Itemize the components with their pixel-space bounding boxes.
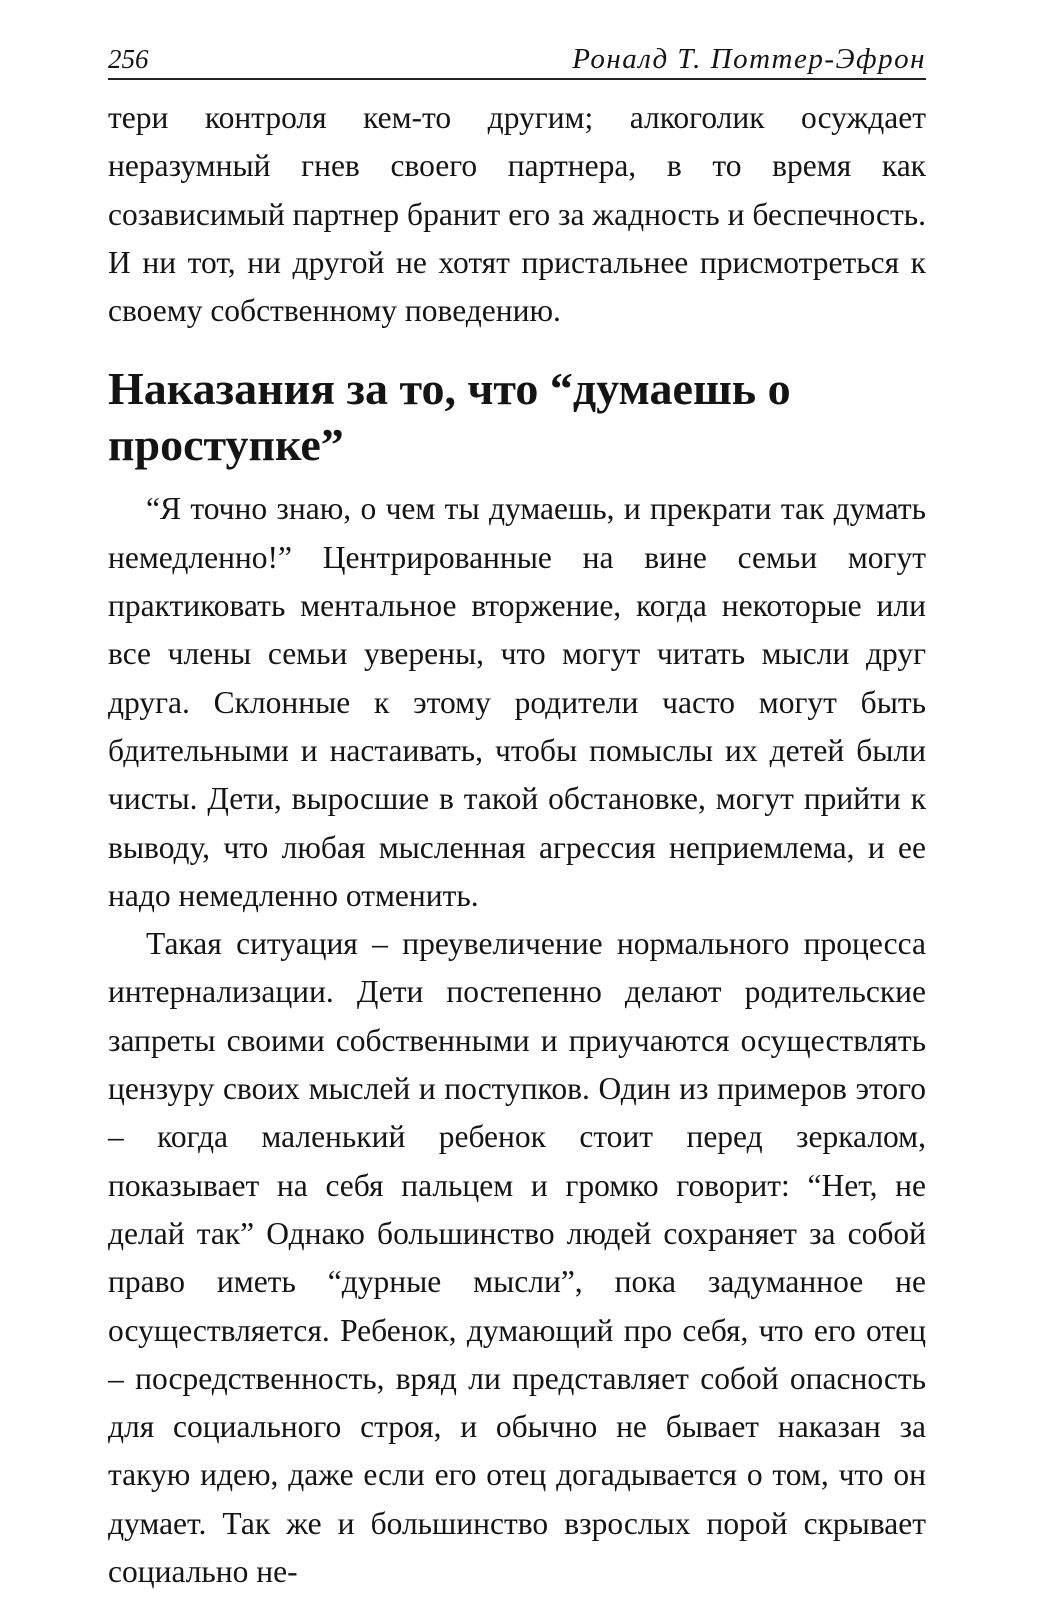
book-page — [108, 40, 926, 1590]
page-number: 256 — [108, 44, 149, 74]
paragraph: “Я точно знаю, о чем ты думаешь, и прекрати так думать немедленно!” Центрированные на вине семьи могут практиковать ментальное вторжение, когда некоторые или все члены семьи уверены, что могут читать мысли друг друга. Склонные к этому родители часто могут быть бдительными и настаивать, чтобы помыслы их детей были чисты. Дети, выросшие в такой обстановке, могут прийти к выводу, что любая мысленная агрессия неприемлема, и ее надо немедленно отменить. — [108, 491, 926, 913]
running-head — [108, 40, 926, 80]
running-title: Роналд Т. Поттер-Эфрон — [572, 43, 926, 75]
section-heading: Наказания за то, что “думаешь о проступке” — [108, 363, 791, 471]
paragraph: Такая ситуация – преувеличение нормального процесса интернализации. Дети постепенно делают родительские запреты своими собственными и приучаются осуществлять цензуру своих мыслей и поступков. Один из примеров этого – когда маленький ребенок стоит перед зеркалом, показывает на себя пальцем и громко говорит: “Нет, не делай так” Однако большинство людей сохраняет за собой право иметь “дурные мысли”, пока задуманное не осуществляется. Ребенок, думающий про себя, что его отец – посредственность, вряд ли представляет собой опасность для социального строя, и обычно не бывает наказан за такую идею, даже если его отец догадывается о том, что он думает. Так же и большинство взрослых порой скрывает социально не- — [108, 926, 926, 1590]
paragraph-continued: тери контроля кем-то другим; алкоголик осуждает неразумный гнев своего партнера, в то время как созависимый партнер бранит его за жадность и беспечность. И ни тот, ни другой не хотят пристальнее присмотреться к своему собственному поведению. — [108, 100, 926, 329]
